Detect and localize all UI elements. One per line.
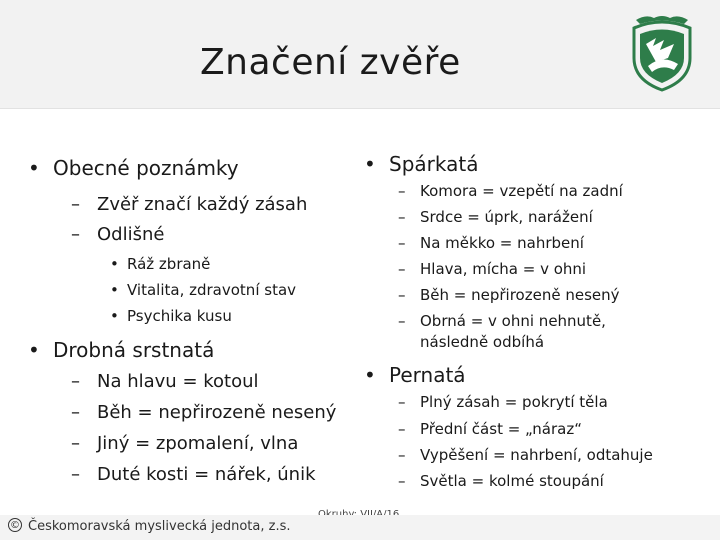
dash-marker: – [71,402,80,423]
heading-pernata: Pernatá [389,363,466,387]
list-item: Přední část = „náraz“ [420,420,582,438]
dash-marker: – [398,260,406,278]
dash-marker: – [398,472,406,490]
bullet-marker: • [110,307,119,325]
bullet-marker: • [28,338,40,362]
list-item: Srdce = úprk, narážení [420,208,593,226]
dash-marker: – [398,208,406,226]
list-item: Vitalita, zdravotní stav [127,281,297,299]
list-item: Plný zásah = pokrytí těla [420,393,608,411]
list-item: Komora = vzepětí na zadní [420,182,623,200]
list-item: Na měkko = nahrbení [420,234,584,252]
list-item: Na hlavu = kotoul [97,371,259,392]
bullet-marker: • [110,281,119,299]
list-item: Vypěšení = nahrbení, odtahuje [420,446,653,464]
list-item-continuation: následně odbíhá [420,333,545,351]
bullet-marker: • [110,255,119,273]
bullet-marker: • [364,152,376,176]
dash-marker: – [398,234,406,252]
dash-marker: – [71,194,80,215]
dash-marker: – [71,464,80,485]
dash-marker: – [398,182,406,200]
list-item: Hlava, mícha = v ohni [420,260,587,278]
heading-drobna: Drobná srstnatá [53,338,215,362]
list-item: Jiný = zpomalení, vlna [97,433,299,454]
list-item: Obrná = v ohni nehnutě, [420,312,606,330]
bullet-marker: • [364,363,376,387]
list-item: Běh = nepřirozeně nesený [97,402,337,423]
list-item: Světla = kolmé stoupání [420,472,604,490]
slide-title: Značení zvěře [200,42,461,83]
dash-marker: – [71,224,80,245]
dash-marker: – [398,286,406,304]
list-item: Psychika kusu [127,307,232,325]
heading-obecne: Obecné poznámky [53,156,239,180]
list-item: Odlišné [97,224,165,245]
dash-marker: – [398,446,406,464]
dash-marker: – [398,420,406,438]
copyright-icon: © [10,520,20,531]
dash-marker: – [71,433,80,454]
dash-marker: – [398,393,406,411]
heading-sparkata: Spárkatá [389,152,479,176]
list-item: Běh = nepřirozeně nesený [420,286,620,304]
list-item: Zvěř značí každý zásah [97,194,308,215]
list-item: Ráž zbraně [127,255,211,273]
footer-text: Českomoravská myslivecká jednota, z.s. [28,519,291,534]
dash-marker: – [71,371,80,392]
dash-marker: – [398,312,406,330]
list-item: Duté kosti = nářek, únik [97,464,316,485]
bullet-marker: • [28,156,40,180]
